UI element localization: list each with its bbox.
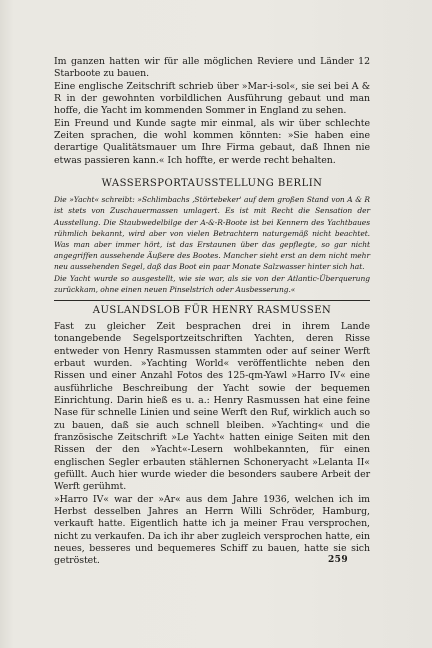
quote-paragraph-1: Die »Yacht« schreibt: »Schlimbachs ‚Störtebeker' auf dem großen Stand von A & R ist stets von Zuschauermassen umlagert. Es ist mit Recht die Sensation der Ausstellung. Die Staubwedelbilge der A-&-R-Boote ist bei Kennern des Yachtbaues rühmlich bekannt, wird aber von vielen Betrachtern naturgemäß nicht beachtet. Was man aber immer hört, ist das Erstaunen über das gepflegte, so gar nicht angegriffen aussehende Äußere des Bootes. Mancher sieht erst an dem nicht mehr neu aussehenden Segel, daß das Boot ein paar Monate Salzwasser hinter sich hat. xyxy=(54,195,370,272)
text-column xyxy=(54,56,370,568)
page-number: 259 xyxy=(328,555,348,565)
section-divider xyxy=(54,300,370,301)
rasmussen-paragraph-1: Fast zu gleicher Zeit besprachen drei in ihrem Lande tonangebende Segelsportzeitschriften Yachten, deren Risse entweder von Henry Rasmussen stammten oder auf seiner Werft erbaut wurden. »Yachting World« veröffentlichte neben den Rissen und einer Anzahl Fotos des 125-qm-Yawl »Harro IV« eine ausführliche Beschreibung der Yacht sowie der bequemen Einrichtung. Darin hieß es u. a.: Henry Rasmussen hat eine feine Nase für schnelle Linien und seine Werft den Ruf, wirklich auch so zu bauen, daß sie auch schnell bleiben. »Yachting« und die französische Zeitschrift »Le Yacht« hatten einige Seiten mit den Rissen der den »Yacht«-Lesern wohlbekannten, für einen englischen Segler erbauten stählernen Schoneryacht »Lelanta II« gefüllt. Auch hier wurde wieder die besonders saubere Arbeit der Werft gerühmt. xyxy=(54,320,370,493)
rasmussen-paragraph-2: »Harro IV« war der »Ar« aus dem Jahre 1936, welchen ich im Herbst desselben Jahres an Herrn Willi Schröder, Hamburg, verkauft hatte. Eigentlich hatte ich ja meiner Frau versprochen, nicht zu verkaufen. Da ich ihr aber zugleich versprochen hatte, ein neues, besseres und bequemeres Schiff zu bauen, hatte sie sich getröstet. xyxy=(54,493,370,567)
quote-paragraph-2: Die Yacht wurde so ausgestellt, wie sie war, als sie von der Atlantic-Überquerung zurückkam, ohne einen neuen Pinselstrich oder Ausbesserung.« xyxy=(54,273,370,294)
section-heading-exhibition: WASSERSPORTAUSSTELLUNG BERLIN xyxy=(101,178,323,190)
intro-paragraph-1: Im ganzen hatten wir für alle möglichen Reviere und Länder 12 Starboote zu bauen. xyxy=(54,56,370,80)
exhibition-quote xyxy=(54,194,370,295)
intro-paragraph-2: Eine englische Zeitschrift schrieb über »Mar-i-sol«, sie sei bei A & R in der gewohnten vorbildlichen Ausführung gebaut und man hoffe, die Yacht im kommenden Sommer in England zu sehen. xyxy=(54,80,370,117)
intro-paragraph-3: Ein Freund und Kunde sagte mir einmal, als wir über schlechte Zeiten sprachen, die wohl kommen könnten: »Sie haben eine derartige Qualitätsmauer um Ihre Firma gebaut, daß Ihnen nie etwas passieren kann.« Ich hoffte, er werde recht behalten. xyxy=(54,117,370,166)
section-heading-rasmussen: AUSLANDSLOB FÜR HENRY RASMUSSEN xyxy=(92,304,332,316)
